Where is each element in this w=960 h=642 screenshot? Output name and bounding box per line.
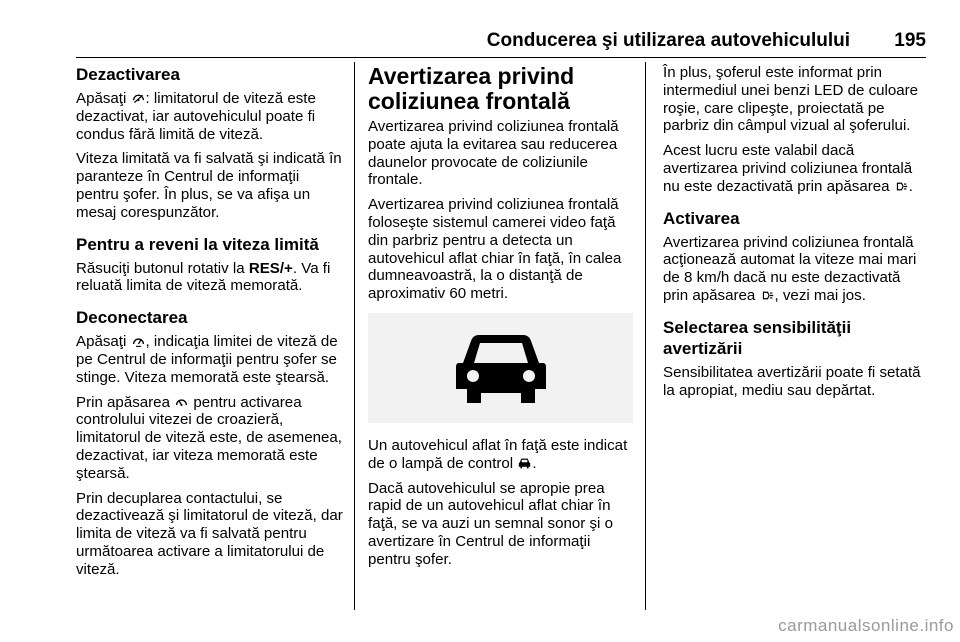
collision-warning-button-icon xyxy=(895,180,908,193)
text: Apăsaţi xyxy=(76,90,131,107)
text: Răsuciţi butonul rotativ la xyxy=(76,259,249,277)
heading-activarea: Activarea xyxy=(663,208,740,228)
section-title: Avertizarea privind coliziunea frontală xyxy=(368,63,575,114)
text: : limitatorul de viteză este dezactivat, iar autovehiculul poate fi condus fără limită de viteză. xyxy=(76,90,316,143)
paragraph: Dacă autovehiculul se apropie prea rapid de un autovehicul aflat chiar în faţă, se va auzi un semnal sonor şi o avertizare în Centrul de informaţii pentru şofer. xyxy=(368,479,613,568)
text: pentru activarea controlului vitezei de croazieră, limitatorul de viteză este, de asemenea, dezactivat, iar viteza memorată este ştearsă. xyxy=(76,393,342,482)
watermark: carmanualsonline.info xyxy=(778,616,954,635)
text: Prin apăsarea xyxy=(76,393,175,411)
vehicle-ahead-figure xyxy=(368,313,633,423)
paragraph: Avertizarea privind coliziunea frontală poate ajuta la evitarea sau reducerea daunelor provocate de coliziunile frontale. xyxy=(368,118,619,189)
left-column xyxy=(76,64,344,586)
heading-deconectarea: Deconectarea xyxy=(76,308,188,328)
paragraph xyxy=(368,437,635,473)
paragraph: Avertizarea privind coliziunea frontală foloseşte sistemul camerei video faţă din parbriz pentru a detecta un autovehicul aflat chiar în faţă, în calea dumneavoastră, la o distanţă de aproximativ 60 metri. xyxy=(368,196,622,303)
paragraph xyxy=(76,90,344,143)
vehicle-ahead-icon xyxy=(518,457,531,470)
paragraph xyxy=(663,142,929,195)
right-column xyxy=(663,64,929,406)
cruise-control-icon xyxy=(175,396,188,409)
text: Avertizarea privind coliziunea frontală acţionează automat la viteze mai mari de 8 km/h dacă nu este dezactivată prin apăsarea xyxy=(663,233,917,304)
collision-warning-button-icon xyxy=(761,289,774,302)
middle-column xyxy=(368,64,635,576)
header-title: Conducerea şi utilizarea autovehiculului xyxy=(486,30,850,51)
text: , vezi mai jos. xyxy=(774,286,866,304)
text: Acest lucru este valabil dacă avertizarea privind coliziunea frontală nu este dezactivată prin apăsarea xyxy=(663,142,913,195)
text: . Va fi reluată limita de viteză memorată. xyxy=(76,259,331,295)
text: Apăsaţi xyxy=(76,333,131,351)
paragraph xyxy=(76,260,344,296)
text: . xyxy=(532,454,537,472)
heading-revenire: Pentru a reveni la viteza limită xyxy=(76,234,319,254)
page-header xyxy=(76,28,926,54)
column-divider-left xyxy=(354,62,355,610)
heading-sensibilitate: Selectarea sensibilităţii avertizării xyxy=(663,317,852,358)
paragraph: Viteza limitată va fi salvată şi indicată în paranteze în Centrul de informaţii pentru şofer. În plus, se va afişa un mesaj corespunzător. xyxy=(76,150,342,221)
paragraph: Prin decuplarea contactului, se dezactivează şi limitatorul de viteză, dar limita de viteză va fi salvată pentru următoarea activare a limitatorului de viteză. xyxy=(76,489,343,578)
paragraph xyxy=(663,234,929,305)
header-rule xyxy=(76,57,926,58)
text: Un autovehicul aflat în faţă este indicat de o lampă de control xyxy=(368,436,628,472)
speed-limiter-off-icon xyxy=(132,92,145,105)
speed-limiter-icon xyxy=(132,335,145,348)
text: , indicaţia limitei de viteză de pe Centrul de informaţii pentru şofer se stinge. Viteza memorată este ştearsă. xyxy=(76,333,338,386)
car-front-icon xyxy=(455,331,547,405)
paragraph xyxy=(76,394,344,483)
text: . xyxy=(908,177,913,195)
paragraph: Sensibilitatea avertizării poate fi setată la apropiat, mediu sau depărtat. xyxy=(663,363,921,399)
column-divider-right xyxy=(645,62,646,610)
paragraph: În plus, şoferul este informat prin intermediul unei benzi LED de culoare roşie, care clipeşte, proiectată pe parbriz din câmpul vizual al şoferului. xyxy=(663,64,919,135)
res-label: RES/+ xyxy=(248,259,293,277)
paragraph xyxy=(76,333,344,386)
heading-dezactivarea: Dezactivarea xyxy=(76,65,180,84)
page-number: 195 xyxy=(894,30,926,51)
